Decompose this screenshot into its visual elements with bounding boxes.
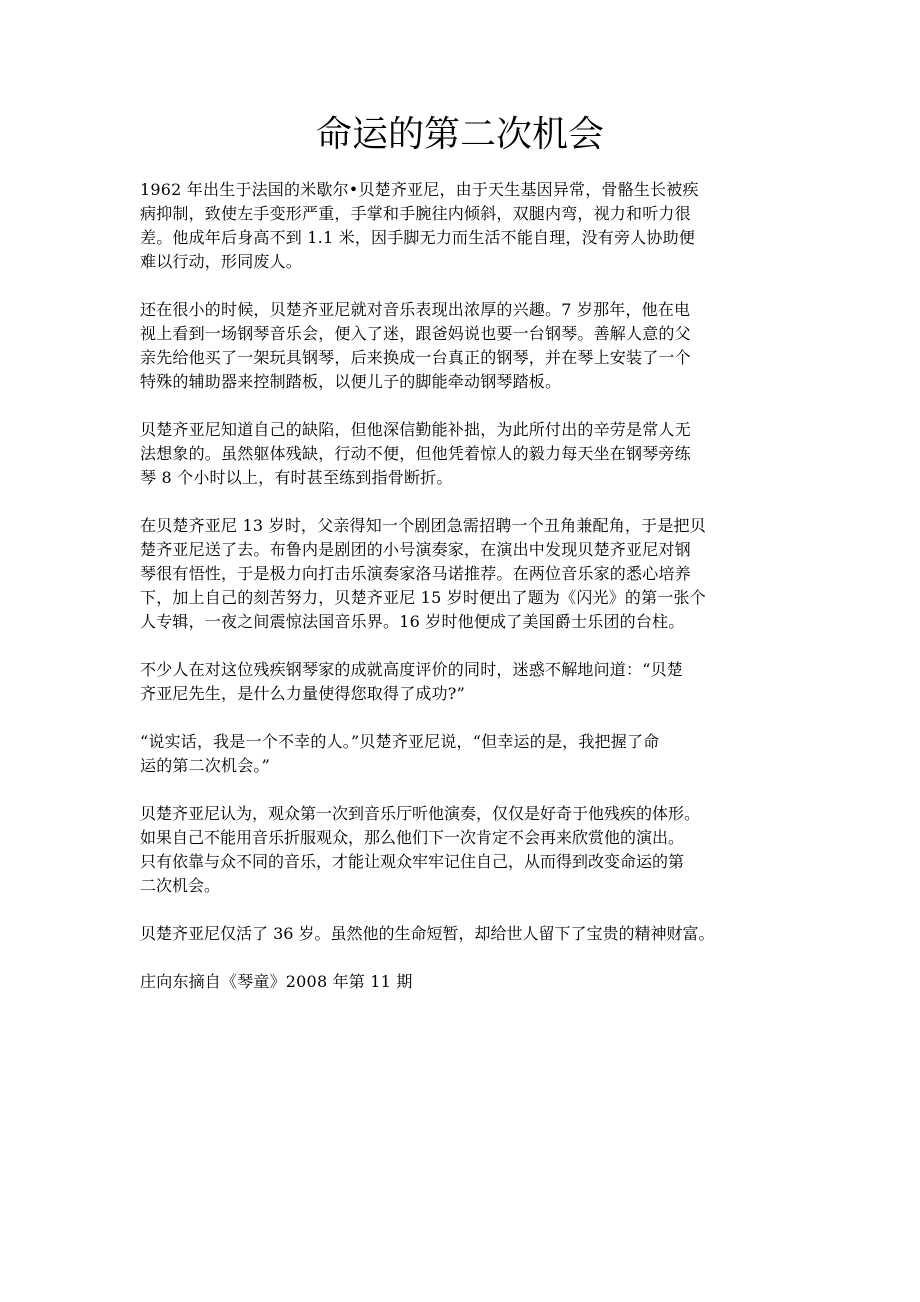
paragraph-7: 贝楚齐亚尼认为，观众第一次到音乐厅听他演奏，仅仅是好奇于他残疾的体形。 如果自己不能用音乐折服观众，那么他们下一次肯定不会再来欣赏他的演出。 只有依靠与众不同的音乐，才能让观众牢牢记住自己，从而得到改变命运的第 二次机会。 <box>140 804 701 895</box>
paragraph-8: 贝楚齐亚尼仅活了 36 岁。虽然他的生命短暂，却给世人留下了宝贵的精神财富。 <box>140 924 715 943</box>
paragraph-2: 还在很小的时候，贝楚齐亚尼就对音乐表现出浓厚的兴趣。7 岁那年，他在电 视上看到一场钢琴音乐会，便入了迷，跟爸妈说也要一台钢琴。善解人意的父 亲先给他买了一架玩具钢琴，后来换成一台真正的钢琴，并在琴上安装了一个 特殊的辅助器来控制踏板，以便儿子的脚能牵动钢琴踏板。 <box>140 300 691 391</box>
source-citation: 庄向东摘自《琴童》2008 年第 11 期 <box>140 972 413 991</box>
paragraph-3: 贝楚齐亚尼知道自己的缺陷，但他深信勤能补拙，为此所付出的辛劳是常人无 法想象的。虽然躯体残缺，行动不便，但他凭着惊人的毅力每天坐在钢琴旁练 琴 8 个小时以上，有时甚至练到指骨断折。 <box>140 420 691 487</box>
paragraph-6: “说实话，我是一个不幸的人。”贝楚齐亚尼说，“但幸运的是，我把握了命 运的第二次机会。” <box>140 732 660 775</box>
paragraph-4: 在贝楚齐亚尼 13 岁时，父亲得知一个剧团急需招聘一个丑角兼配角，于是把贝 楚齐亚尼送了去。布鲁内是剧团的小号演奏家，在演出中发现贝楚齐亚尼对钢 琴很有悟性，于是极力向打击乐演奏家洛马诺推荐。在两位音乐家的悉心培养 下，加上自己的刻苦努力，贝楚齐亚尼 15 岁时便出了题为《闪光》的第一张个 人专辑，一夜之间震惊法国音乐界。16 岁时他便成了美国爵士乐团的台柱。 <box>140 516 706 631</box>
document-title: 命运的第二次机会 <box>315 114 604 155</box>
document-body <box>140 178 800 1018</box>
paragraph-5: 不少人在对这位残疾钢琴家的成就高度评价的同时，迷惑不解地问道：“贝楚 齐亚尼先生，是什么力量使得您取得了成功?” <box>140 660 683 703</box>
paragraph-1: 1962 年出生于法国的米歇尔•贝楚齐亚尼，由于天生基因异常，骨骼生长被疾 病抑制，致使左手变形严重，手掌和手腕往内倾斜，双腿内弯，视力和听力很 差。他成年后身高不到 1.1 米，因手脚无力而生活不能自理，没有旁人协助便 难以行动，形同废人。 <box>140 180 699 271</box>
